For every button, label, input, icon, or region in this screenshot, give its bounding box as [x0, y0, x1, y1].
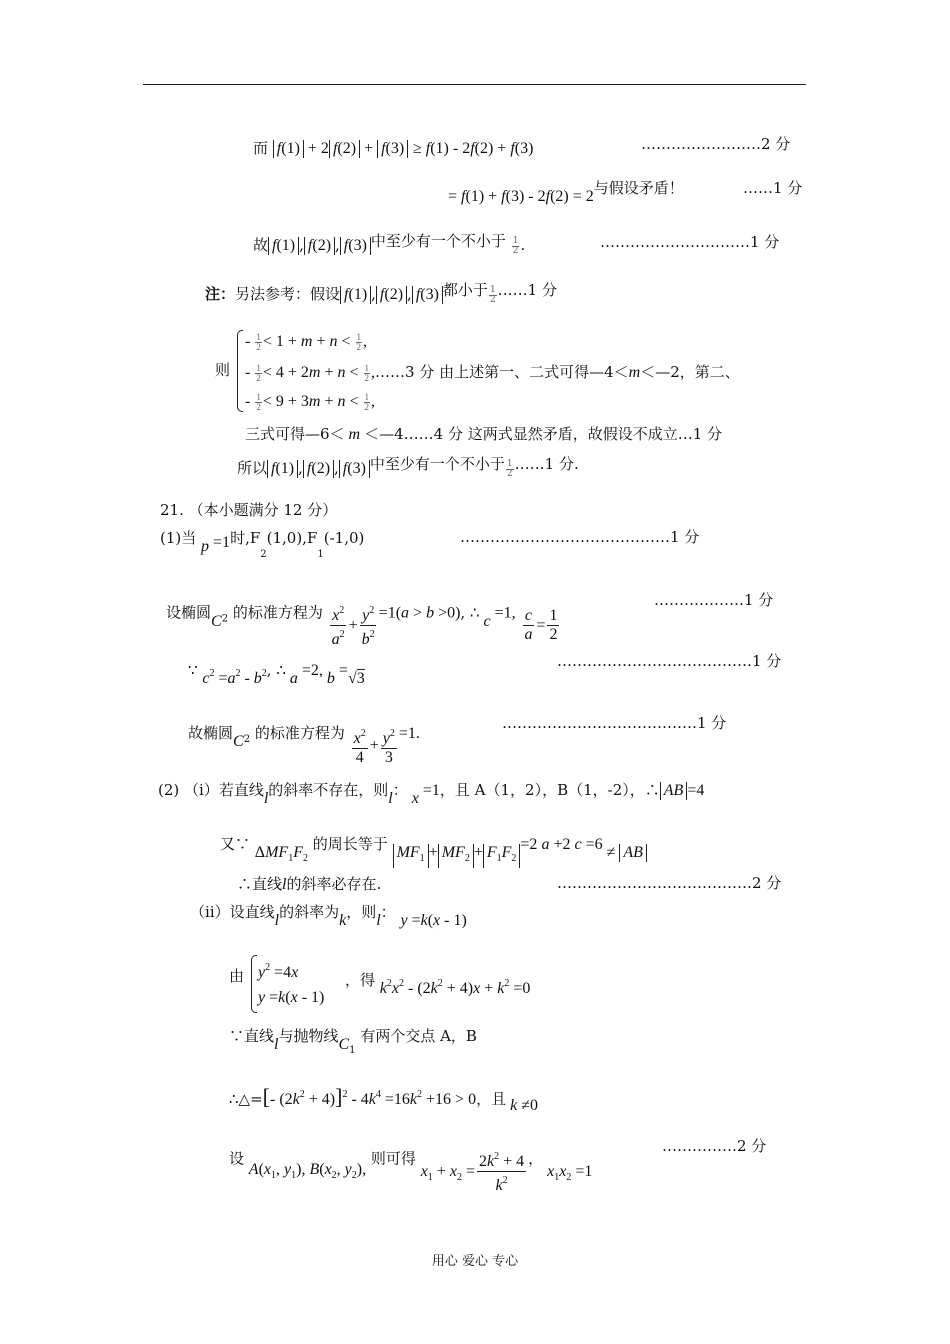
- score-1c: ……………………………………1 分: [460, 528, 700, 546]
- score-2: ……………………2 分: [641, 135, 791, 153]
- part1-line: (1)当 p =1时$,F_2(1,0),F_1(-1,0)$: [160, 529, 365, 560]
- system2-brace: [251, 955, 257, 1013]
- line-set-ellipse: 设椭圆$C_2$ 的标准方程为 $\frac{x^2}{a^2}$ + $\frac{y^2}{b^2}$ =1(a > b >0), ∴ c =1, $\frac{c}{a}$ = $\frac{1}{2}$: [166, 603, 558, 648]
- line-conclusion: 故 f(1) , f(2) , f(3) 中至少有一个不小于 $\frac{1}{2}$ .: [253, 232, 526, 256]
- line-perimeter: 又∵ $\Delta MF_1F_2$ 的周长等于 $MF_1 + MF_2 + F_1F_2=2$ a +2 c =6 ≠ AB: [220, 834, 647, 861]
- header-rule: [143, 84, 806, 85]
- part2-ii-line: （ⅱ）设直线l的斜率为k，则l： y =k(x - 1): [190, 903, 467, 929]
- score-1b: …………………………1 分: [600, 233, 780, 251]
- question-21-heading: 21. （本小题满分 12 分）: [160, 501, 338, 519]
- score-1d: ………………1 分: [654, 591, 774, 609]
- line-equality: = f(1) + f(3) - 2f(2) = 2与假设矛盾！: [448, 179, 684, 205]
- system-row-2: - $\frac{1}{2}$ < 4 + 2m + n < $\frac{1}{2}$ ,……3 分 由上述第一、二式可得—4＜m＜—2，第二、: [245, 362, 740, 383]
- line-contradiction: 三式可得—6＜ m ＜—4……4 分 这两式显然矛盾，故假设不成立…1 分: [245, 425, 723, 443]
- line-inequality-1: 而 f(1) + 2 f(2) + f(3) ≥ f(1) - 2f(2) + f(3): [253, 139, 534, 157]
- line-ellipse-result: 故椭圆$C_2$ 的标准方程为 $\frac{x^2}{4}$ + $\frac{y^2}{3}$ =1.: [188, 724, 420, 766]
- system2-row-2: y =k(x - 1): [258, 989, 325, 1006]
- score-2b: …………………………………2 分: [557, 874, 782, 892]
- score-1a: ……1 分: [743, 179, 803, 197]
- page-footer: 用心 爱心 专心: [431, 1254, 519, 1269]
- line-note: 注：另法参考：假设 f(1) , f(2) , f(3) 都小于 $\frac{1}{2}$ ……1 分: [205, 281, 557, 305]
- line-intersection: ∵直线l与抛物线$C_1$ 有两个交点 A，B: [229, 1027, 477, 1056]
- line-must-exist: ∴直线l的斜率必存在.: [237, 875, 382, 893]
- part2-i-line: (2) （ⅰ）若直线l的斜率不存在，则l： x =1，且 A（1，2），B（1，-2），∴ AB =4: [158, 781, 705, 807]
- label-you: 由: [229, 967, 245, 985]
- line-discriminant: ∴△=[- $(2k^2 + 4)]^2 - 4k^4 =16k^2 +16 > 0$，且 k ≠0: [229, 1084, 538, 1114]
- label-ze: 则: [215, 361, 231, 379]
- score-1f: …………………………………1 分: [502, 714, 727, 732]
- line-suoyi: 所以 f(1) , f(2) , f(3) 中至少有一个不小于 $\frac{1}{2}$ ……1 分.: [237, 455, 579, 479]
- line-quadratic: ，得 $k^2x^2 - (2k^2 + 4)x + k^2 =0$: [345, 971, 531, 997]
- system-row-1: - $\frac{1}{2}$ < 1 + m + n < $\frac{1}{2}$ ,: [245, 331, 367, 352]
- system-brace: [237, 330, 243, 412]
- line-because-c: ∵ $c^2 =a^2 - b^2$, ∴ a =2, b =√3: [188, 661, 365, 687]
- line-vieta: 设 $A(x_1$, $y_1$), $B(x_2$, $y_2$), 则可得 $x_1 + x_2$ = $\frac{2k^2 + 4}{k^2}$ ， $x_1x_2 =1$: [229, 1149, 593, 1194]
- system2-row-1: $y^2 =4x$: [258, 962, 299, 981]
- system-row-3: - $\frac{1}{2}$ < 9 + 3m + n < $\frac{1}{2}$ ,: [245, 391, 375, 412]
- score-2c: ……………2 分: [662, 1137, 767, 1155]
- score-1e: …………………………………1 分: [557, 652, 782, 670]
